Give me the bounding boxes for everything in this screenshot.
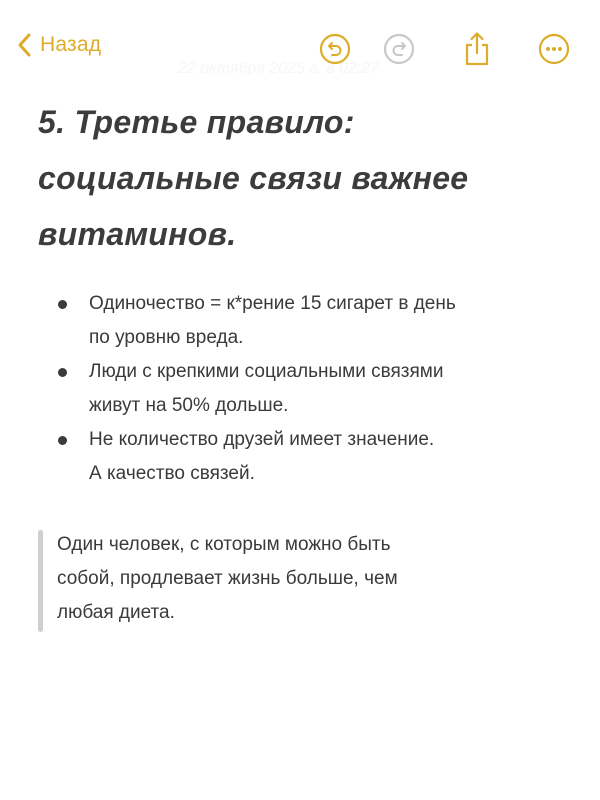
list-item — [0, 355, 600, 423]
list-item-text: живут на 50% дольше. — [89, 395, 289, 416]
undo-button[interactable] — [318, 32, 352, 66]
title-line: 5. Третье правило: — [38, 104, 355, 140]
list-item-text: Люди с крепкими социальными связями — [89, 361, 444, 382]
more-button[interactable] — [537, 32, 571, 66]
list-item-text: Не количество друзей имеет значение. — [89, 429, 435, 450]
undo-circle-icon — [319, 33, 351, 65]
block-quote — [38, 528, 558, 634]
note-title — [38, 94, 578, 262]
navigation-bar — [0, 0, 600, 90]
list-item — [0, 287, 600, 355]
bullet-icon — [58, 368, 67, 377]
title-line: витаминов. — [38, 216, 237, 252]
quote-line: Один человек, с которым можно быть — [57, 534, 391, 555]
quote-line: любая диета. — [57, 602, 175, 623]
list-item-text: А качество связей. — [89, 463, 255, 484]
chevron-left-icon — [17, 33, 31, 57]
redo-button[interactable] — [382, 32, 416, 66]
back-label: Назад — [40, 33, 102, 56]
bullet-icon — [58, 436, 67, 445]
bullet-icon — [58, 300, 67, 309]
back-button[interactable] — [17, 33, 101, 57]
quote-line: собой, продлевает жизнь больше, чем — [57, 568, 398, 589]
share-button[interactable] — [460, 30, 494, 68]
share-icon — [462, 31, 492, 67]
title-line: социальные связи важнее — [38, 160, 469, 196]
bullet-list — [0, 287, 600, 491]
list-item — [0, 423, 600, 491]
list-item-text: по уровню вреда. — [89, 327, 244, 348]
list-item-text: Одиночество = к*рение 15 сигарет в день — [89, 293, 456, 314]
quote-bar — [38, 530, 43, 632]
quote-text — [57, 528, 527, 630]
more-circle-icon — [538, 33, 570, 65]
note-date: 22 октября 2025 г. в 02:27 — [178, 60, 379, 77]
redo-circle-icon — [383, 33, 415, 65]
